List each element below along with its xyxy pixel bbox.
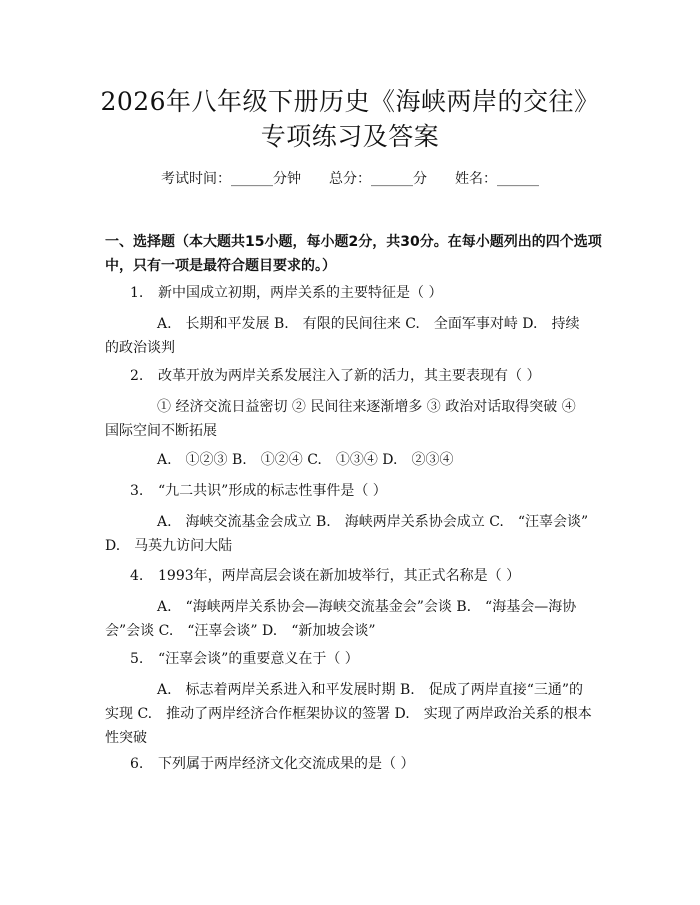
- question-stem: 新中国成立初期，两岸关系的主要特征是（ ）: [158, 285, 443, 301]
- question-number: 1.: [130, 285, 144, 301]
- name-field: 姓名：______: [455, 171, 539, 187]
- question-number: 5.: [130, 651, 144, 667]
- question-number: 3.: [130, 483, 144, 499]
- question-stem: 1993年，两岸高层会谈在新加坡举行，其正式名称是（ ）: [158, 568, 521, 584]
- question-4-options: A. “海峡两岸关系协会—海峡交流基金会”会谈 B. “海基会—海协会”会谈 C. “汪辜会谈” D. “新加坡会谈”: [105, 599, 577, 639]
- question-2-statements: ① 经济交流日益密切 ② 民间往来逐渐增多 ③ 政治对话取得突破 ④ 国际空间不断拓展: [105, 399, 576, 439]
- question-3: [130, 480, 387, 502]
- question-stem: 改革开放为两岸关系发展注入了新的活力，其主要表现有（ ）: [158, 368, 541, 384]
- question-stem: 下列属于两岸经济文化交流成果的是（ ）: [158, 756, 415, 772]
- question-3-options: A. 海峡交流基金会成立 B. 海峡两岸关系协会成立 C. “汪辜会谈” D. 马英九访问大陆: [105, 514, 589, 554]
- question-1: [130, 282, 442, 304]
- question-4: [130, 565, 520, 587]
- exam-meta: [0, 168, 700, 188]
- section-heading: 一、选择题（本大题共15小题，每小题2分，共30分。在每小题列出的四个选项中，只有一项是最符合题目要求的。）: [105, 234, 602, 274]
- page-title: 2026年八年级下册历史《海峡两岸的交往》: [100, 87, 600, 116]
- question-5: [130, 648, 359, 670]
- question-number: 4.: [130, 568, 144, 584]
- question-5-options: A. 标志着两岸关系进入和平发展时期 B. 促成了两岸直接“三通”的实现 C. 推动了两岸经济合作框架协议的签署 D. 实现了两岸政治关系的根本性突破: [105, 682, 592, 746]
- question-number: 6.: [130, 756, 144, 772]
- question-2-options: A. ①②③ B. ①②④ C. ①③④ D. ②③④: [157, 452, 454, 468]
- question-stem: “汪辜会谈”的重要意义在于（ ）: [158, 651, 359, 667]
- question-6: [130, 753, 414, 775]
- total-score-field: 总分：______分: [329, 171, 427, 187]
- question-stem: “九二共识”形成的标志性事件是（ ）: [158, 483, 387, 499]
- question-1-options: A. 长期和平发展 B. 有限的民间往来 C. 全面军事对峙 D. 持续的政治谈判: [105, 316, 580, 356]
- question-number: 2.: [130, 368, 144, 384]
- page-subtitle: 专项练习及答案: [260, 122, 440, 151]
- exam-time-field: 考试时间：______分钟: [161, 171, 301, 187]
- question-2: [130, 365, 540, 387]
